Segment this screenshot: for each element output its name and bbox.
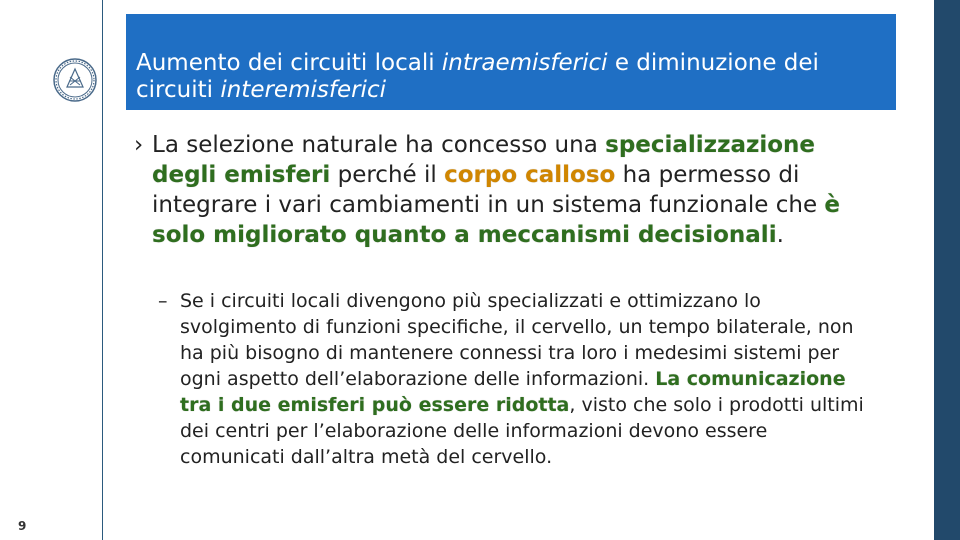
highlight-specializzazione: specializzazione degli emisferi — [152, 132, 816, 188]
university-seal-icon — [52, 57, 98, 103]
bullet-main — [134, 130, 874, 250]
title-italic1: intraemisferici — [441, 50, 608, 76]
bullet-main-text — [152, 130, 874, 250]
bullet-main-t2: perché il — [330, 162, 445, 188]
highlight-comunicazione: La comunicazione tra i due emisferi può essere ridotta — [180, 368, 846, 416]
title-part2: e diminuzione dei circuiti — [136, 50, 819, 103]
bullet-sub-text — [180, 288, 878, 470]
bullet-main-t4: . — [776, 222, 784, 248]
page-number: 9 — [18, 519, 27, 533]
right-rail — [934, 0, 960, 540]
bullet-sub-t2: , visto che solo i prodotti ultimi dei centri per l’elaborazione delle informazioni devono essere comunicati dall’altra metà del cervello. — [180, 394, 864, 468]
bullet-main-t3: ha permesso di integrare i vari cambiamenti in un sistema funzionale che — [152, 162, 825, 218]
bullet-sub — [158, 288, 878, 470]
title-italic2: interemisferici — [220, 77, 386, 103]
bullet-marker: › — [134, 132, 144, 158]
slide-title — [126, 14, 896, 110]
title-part1: Aumento dei circuiti locali — [136, 50, 442, 76]
bullet-sub-t1: Se i circuiti locali divengono più specializzati e ottimizzano lo svolgimento di funzioni specifiche, il cervello, un tempo bilaterale, non ha più bisogno di mantenere connessi tra loro i medesimi sistemi per ogni aspetto dell’elaborazione delle informazioni. — [180, 290, 854, 390]
bullet-main-t1: La selezione naturale ha concesso una — [152, 132, 606, 158]
sub-bullet-marker: – — [158, 290, 168, 312]
highlight-corpo-calloso: corpo calloso — [444, 162, 616, 188]
highlight-meccanismi: è solo migliorato quanto a meccanismi decisionali — [152, 192, 841, 248]
